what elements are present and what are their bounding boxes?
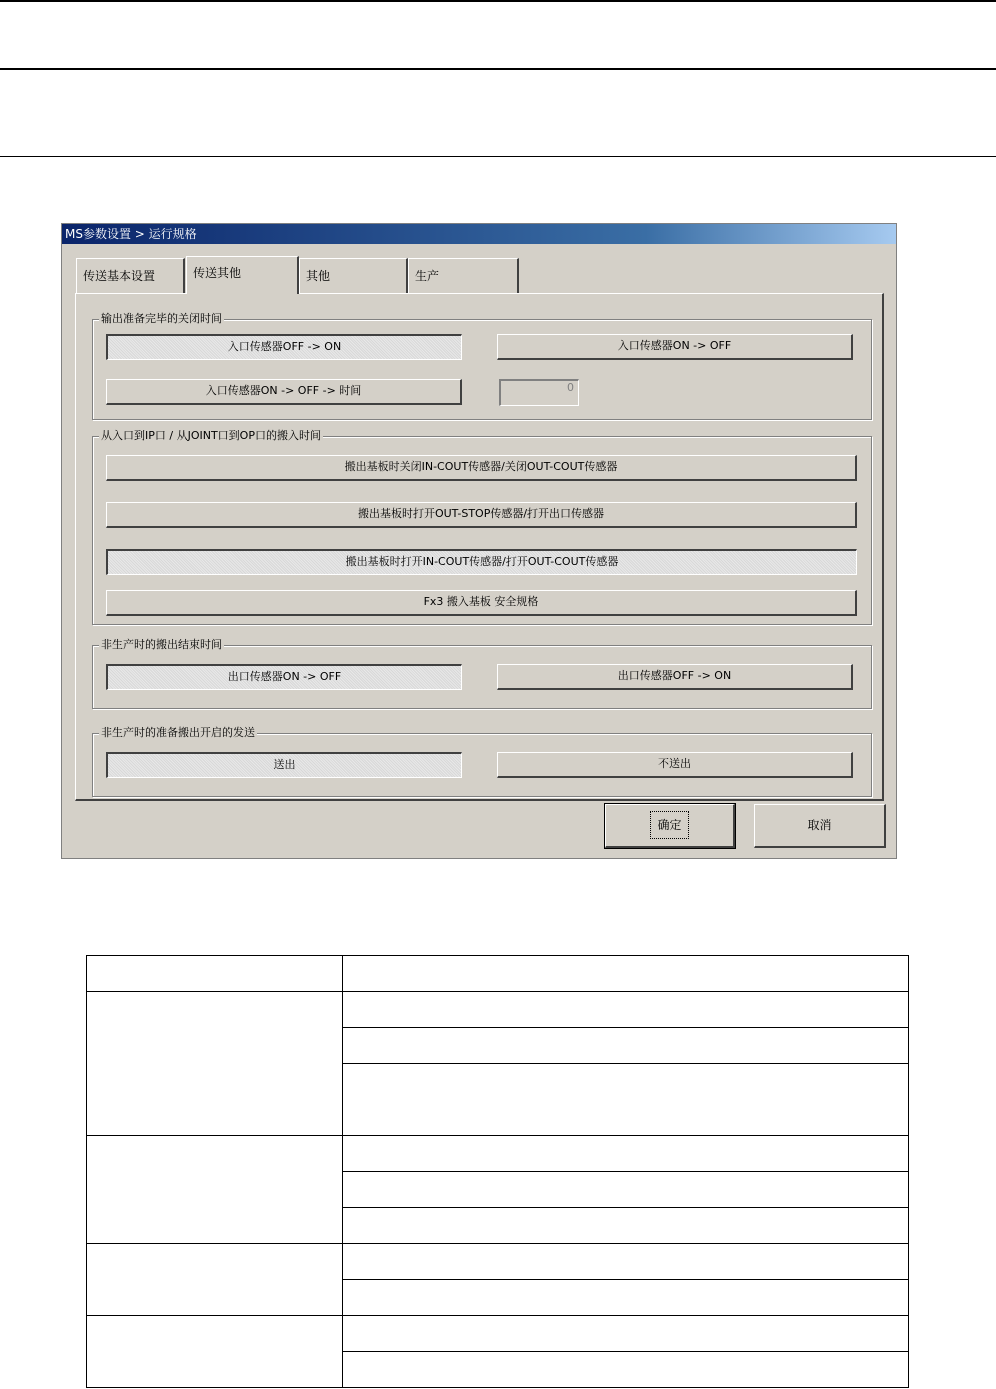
send-button[interactable]: 送出 bbox=[106, 752, 462, 778]
table-cell bbox=[343, 1028, 909, 1064]
group-label: 非生产时的搬出结束时间 bbox=[101, 638, 222, 651]
close-in-cout-sensor-button[interactable]: 搬出基板时关闭IN-COUT传感器/关闭OUT-COUT传感器 bbox=[106, 455, 857, 481]
table-cell bbox=[343, 1136, 909, 1172]
tab-panel bbox=[75, 293, 884, 801]
cancel-button[interactable]: 取消 bbox=[754, 804, 886, 848]
open-out-stop-sensor-button[interactable]: 搬出基板时打开OUT-STOP传感器/打开出口传感器 bbox=[106, 502, 857, 528]
table-cell bbox=[343, 1352, 909, 1388]
header-top-rule bbox=[0, 0, 996, 2]
entry-sensor-on-off-button[interactable]: 入口传感器ON -> OFF bbox=[497, 334, 853, 360]
ok-button[interactable] bbox=[605, 804, 735, 848]
time-value-field[interactable]: 0 bbox=[499, 379, 579, 406]
tab-other[interactable]: 其他 bbox=[299, 258, 408, 293]
settings-dialog bbox=[61, 223, 897, 859]
group-non-production-send bbox=[92, 726, 872, 797]
table-cell bbox=[343, 1208, 909, 1244]
table-cell bbox=[343, 992, 909, 1028]
table-group-cell bbox=[87, 1244, 343, 1316]
group-carry-in-timing bbox=[92, 429, 872, 625]
table-group-cell bbox=[87, 992, 343, 1136]
table-cell bbox=[343, 1172, 909, 1208]
table-cell bbox=[343, 1244, 909, 1280]
exit-sensor-on-off-button[interactable]: 出口传感器ON -> OFF bbox=[106, 664, 462, 690]
fx3-safety-spec-button[interactable]: Fx3 搬入基板 安全规格 bbox=[106, 590, 857, 616]
tab-production[interactable]: 生产 bbox=[408, 258, 519, 293]
entry-sensor-off-on-button[interactable]: 入口传感器OFF -> ON bbox=[106, 334, 462, 360]
group-label: 非生产时的准备搬出开启的发送 bbox=[101, 726, 255, 739]
group-label: 输出准备完毕的关闭时间 bbox=[101, 312, 222, 325]
table-header-cell bbox=[343, 956, 909, 992]
ok-button-label: 确定 bbox=[657, 818, 682, 832]
tab-transfer-basic[interactable]: 传送基本设置 bbox=[76, 258, 185, 293]
table-header-cell bbox=[87, 956, 343, 992]
group-non-production-end bbox=[92, 638, 872, 709]
table-cell bbox=[343, 1280, 909, 1316]
table-group-cell bbox=[87, 1136, 343, 1244]
group-label: 从入口到IP口 / 从JOINT口到OP口的搬入时间 bbox=[101, 429, 321, 442]
no-send-button[interactable]: 不送出 bbox=[497, 752, 853, 778]
exit-sensor-off-on-button[interactable]: 出口传感器OFF -> ON bbox=[497, 664, 853, 690]
table-cell bbox=[343, 1316, 909, 1352]
section-rule bbox=[0, 156, 996, 157]
entry-sensor-on-off-time-button[interactable]: 入口传感器ON -> OFF -> 时间 bbox=[106, 379, 462, 405]
tab-transfer-other[interactable]: 传送其他 bbox=[186, 256, 299, 294]
open-in-cout-sensor-button[interactable]: 搬出基板时打开IN-COUT传感器/打开OUT-COUT传感器 bbox=[106, 549, 857, 575]
spec-table bbox=[86, 955, 909, 1388]
table-cell bbox=[343, 1064, 909, 1136]
group-output-ready-close bbox=[92, 312, 872, 420]
window-title: MS参数设置 > 运行规格 bbox=[62, 224, 896, 244]
header-bottom-rule bbox=[0, 68, 996, 70]
table-group-cell bbox=[87, 1316, 343, 1388]
